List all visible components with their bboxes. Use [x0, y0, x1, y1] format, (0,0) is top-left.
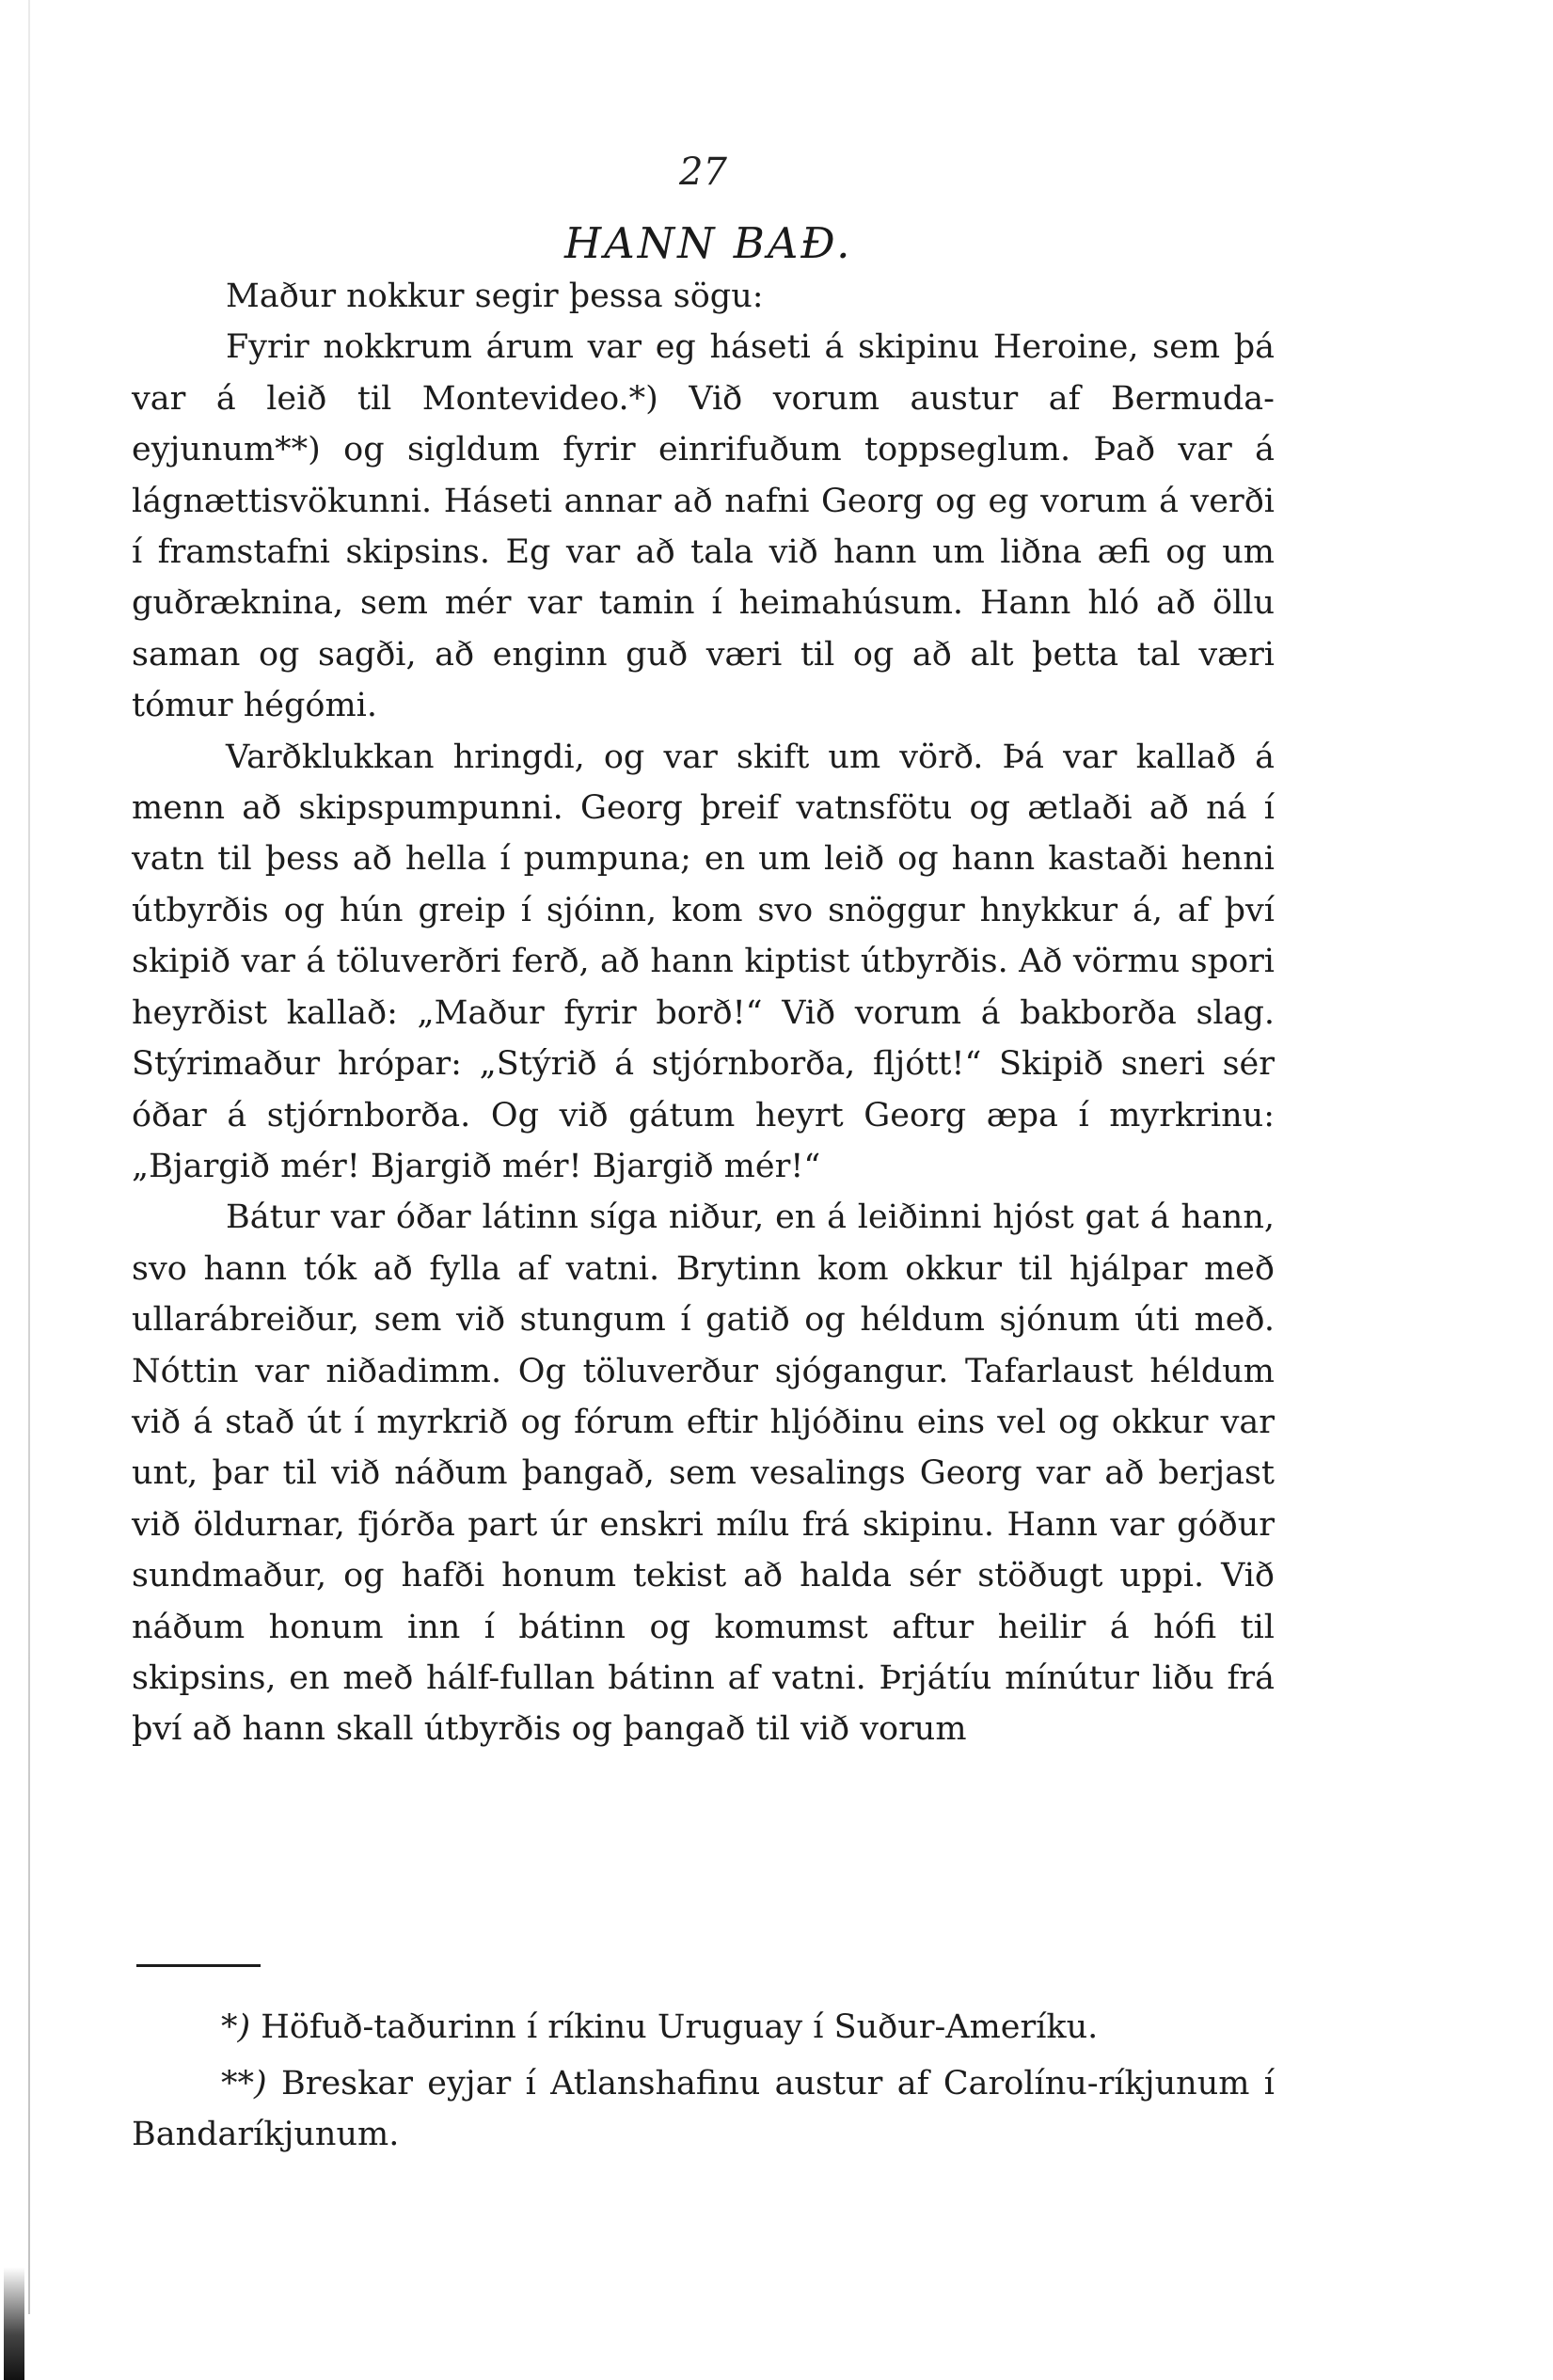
footnotes — [132, 2002, 1275, 2166]
footnote-mark: *) — [221, 2008, 251, 2046]
binding-gutter-line — [28, 0, 30, 2314]
page-number: 27 — [679, 151, 727, 194]
chapter-title: HANN BAÐ. — [564, 218, 853, 268]
footnote-mark: **) — [221, 2065, 267, 2102]
paragraph: Maður nokkur segir þessa sögu: — [226, 278, 764, 315]
footnote-separator — [136, 1964, 261, 1967]
footnote-text: Breskar eyjar í Atlanshafinu austur af Carolínu-ríkjunum í Bandaríkjunum. — [132, 2065, 1275, 2153]
body-text — [132, 271, 1275, 1755]
footnote — [132, 2002, 1275, 2053]
footnote-text: Höfuð-taðurinn í ríkinu Uruguay í Suður-Ameríku. — [261, 2008, 1099, 2046]
paragraph: Bátur var óðar látinn síga niður, en á leiðinni hjóst gat á hann, svo hann tók að fylla af vatni. Brytinn kom okkur til hjálpar með ullarábreiður, sem við stungum í gatið og héldum sjónum úti með. Nóttin var niðadimm. Og töluverður sjógangur. Tafarlaust héldum við á stað út í myrkrið og fórum eftir hljóðinu eins vel og okkur var unt, þar til við náðum þangað, sem vesalings Georg var að berjast við öldurnar, fjórða part úr enskri mílu frá skipinu. Hann var góður sundmaður, og hafði honum tekist að halda sér stöðugt uppi. Við náðum honum inn í bátinn og komumst aftur heilir á hófi til skipsins, en með hálf-fullan bátinn af vatni. Þrjátíu mínútur liðu frá því að hann skall útbyrðis og þangað til við vorum — [132, 1198, 1275, 1749]
paragraph: Fyrir nokkrum árum var eg háseti á skipinu Heroine, sem þá var á leið til Montevideo.*) Við vorum austur af Bermuda-eyjunum**) og sigldum fyrir einrifuðum toppseglum. Það var á lágnættisvökunni. Háseti annar að nafni Georg og eg vorum á verði í framstafni skipsins. Eg var að tala við hann um liðna æfi og um guðrækninа, sem mér var tamin í heimahúsum. Hann hló að öllu saman og sagði, að enginn guð væri til og að alt þetta tal væri tómur hégómi. — [132, 328, 1275, 725]
footnote — [132, 2058, 1275, 2160]
paragraph: Varðklukkan hringdi, og var skift um vörð. Þá var kallað á menn að skipspumpunni. Georg þreif vatnsfötu og ætlaði að ná í vatn til þess að hella í pumpuna; en um leið og hann kastaði henni útbyrðis og hún greip í sjóinn, kom svo snöggur hnykkur á, af því skipið var á töluverðri ferð, að hann kiptist útbyrðis. Að vörmu spori heyrðist kallað: „Maður fyrir borð!“ Við vorum á bakborða slag. Stýrimaður hrópar: „Stýrið á stjórnborða, fljótt!“ Skipið sneri sér óðar á stjórnborða. Og við gátum heyrt Georg æpa í myrkrinu: „Bjargið mér! Bjargið mér! Bjargið mér!“ — [132, 738, 1275, 1185]
binding-shadow — [4, 2267, 24, 2380]
